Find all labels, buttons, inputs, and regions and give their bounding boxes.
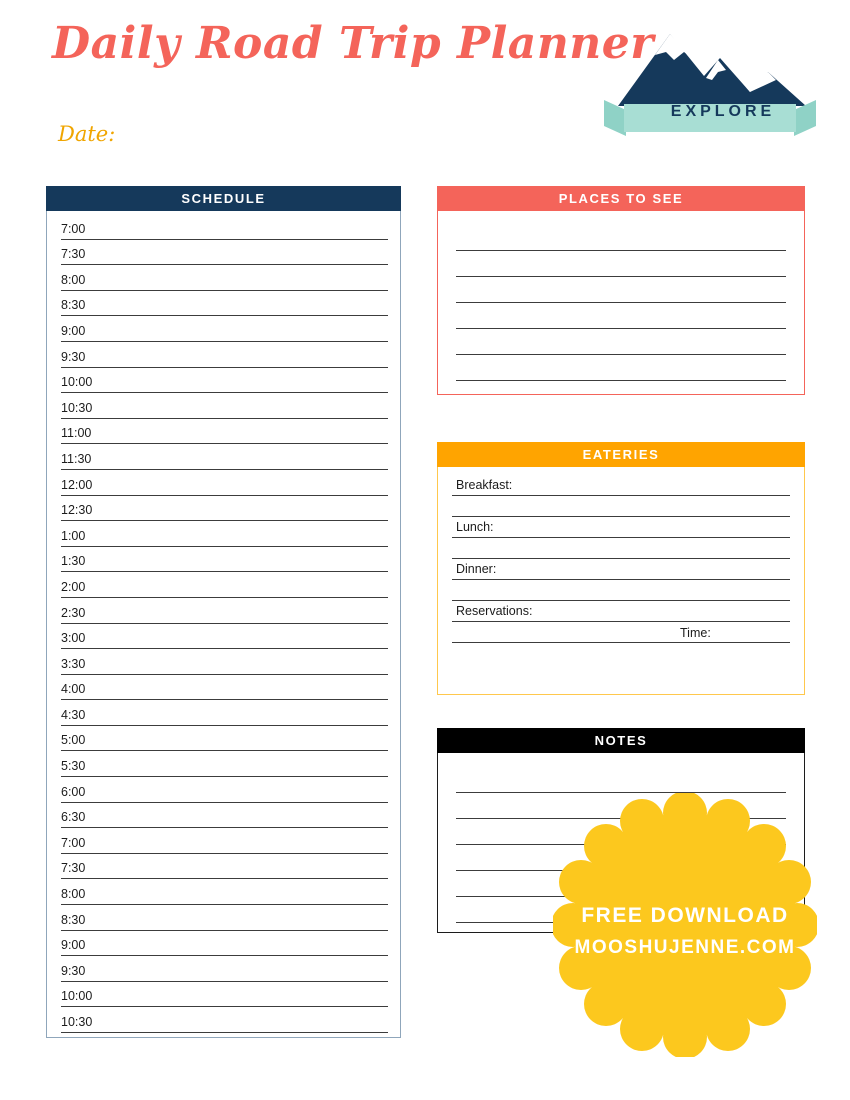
eateries-field-dinner bbox=[452, 559, 790, 601]
table-row[interactable] bbox=[61, 240, 388, 266]
eateries-panel bbox=[437, 442, 805, 695]
dinner-extra-line[interactable] bbox=[452, 580, 790, 601]
schedule-time: 4:30 bbox=[61, 707, 86, 722]
table-row[interactable] bbox=[61, 598, 388, 624]
list-item[interactable] bbox=[456, 355, 786, 381]
table-row[interactable] bbox=[61, 803, 388, 829]
schedule-time: 10:30 bbox=[61, 400, 93, 415]
list-item[interactable] bbox=[456, 251, 786, 277]
lunch-extra-line[interactable] bbox=[452, 538, 790, 559]
table-row[interactable] bbox=[61, 547, 388, 573]
date-label: Date: bbox=[58, 122, 116, 146]
schedule-time: 12:00 bbox=[61, 477, 93, 492]
breakfast-field[interactable] bbox=[452, 475, 790, 496]
table-row[interactable] bbox=[61, 956, 388, 982]
eateries-field-lunch bbox=[452, 517, 790, 559]
schedule-time: 3:30 bbox=[61, 656, 86, 671]
reservations-label: Reservations: bbox=[456, 604, 533, 618]
eateries-fields bbox=[437, 467, 805, 695]
schedule-time: 1:30 bbox=[61, 554, 86, 569]
schedule-time: 12:30 bbox=[61, 503, 93, 518]
table-row[interactable] bbox=[61, 444, 388, 470]
table-row[interactable] bbox=[61, 1007, 388, 1033]
table-row[interactable] bbox=[61, 214, 388, 240]
table-row[interactable] bbox=[61, 854, 388, 880]
table-row[interactable] bbox=[61, 905, 388, 931]
dinner-field[interactable] bbox=[452, 559, 790, 580]
badge-line-1: FREE DOWNLOAD bbox=[581, 904, 789, 927]
list-item[interactable] bbox=[456, 303, 786, 329]
schedule-time: 5:00 bbox=[61, 733, 86, 748]
schedule-time: 10:30 bbox=[61, 1015, 93, 1029]
eateries-field-reservations bbox=[452, 601, 790, 643]
schedule-time: 6:30 bbox=[61, 810, 86, 825]
table-row[interactable] bbox=[61, 879, 388, 905]
table-row[interactable] bbox=[61, 751, 388, 777]
table-row[interactable] bbox=[61, 624, 388, 650]
table-row[interactable] bbox=[61, 982, 388, 1008]
table-row[interactable] bbox=[61, 700, 388, 726]
schedule-time: 11:30 bbox=[61, 451, 92, 466]
places-to-see-heading: PLACES TO SEE bbox=[437, 186, 805, 211]
table-row[interactable] bbox=[61, 368, 388, 394]
mountain-logo-icon bbox=[600, 14, 820, 144]
table-row[interactable] bbox=[61, 931, 388, 957]
schedule-time: 3:00 bbox=[61, 631, 86, 646]
table-row[interactable] bbox=[61, 393, 388, 419]
table-row[interactable] bbox=[61, 777, 388, 803]
schedule-time: 2:00 bbox=[61, 579, 86, 594]
places-to-see-panel bbox=[437, 186, 805, 395]
breakfast-extra-line[interactable] bbox=[452, 496, 790, 517]
schedule-heading: SCHEDULE bbox=[46, 186, 401, 211]
schedule-time: 9:30 bbox=[61, 963, 86, 978]
schedule-time: 9:30 bbox=[61, 349, 86, 364]
table-row[interactable] bbox=[61, 572, 388, 598]
time-label: Time: bbox=[680, 626, 711, 640]
table-row[interactable] bbox=[61, 342, 388, 368]
schedule-time: 8:00 bbox=[61, 887, 86, 902]
places-to-see-lines bbox=[437, 211, 805, 395]
eateries-field-breakfast bbox=[452, 475, 790, 517]
list-item[interactable] bbox=[456, 329, 786, 355]
explore-ribbon-text: EXPLORE bbox=[670, 103, 776, 120]
list-item[interactable] bbox=[456, 767, 786, 793]
breakfast-label: Breakfast: bbox=[456, 478, 513, 492]
schedule-time: 8:30 bbox=[61, 912, 86, 927]
schedule-time: 7:00 bbox=[61, 221, 86, 236]
page-title: Daily Road Trip Planner bbox=[52, 18, 654, 69]
table-row[interactable] bbox=[61, 649, 388, 675]
table-row[interactable] bbox=[61, 726, 388, 752]
reservations-field[interactable] bbox=[452, 601, 790, 640]
list-item[interactable] bbox=[456, 225, 786, 251]
schedule-time: 1:00 bbox=[61, 528, 86, 543]
table-row[interactable] bbox=[61, 828, 388, 854]
eateries-heading: EATERIES bbox=[437, 442, 805, 467]
schedule-time: 9:00 bbox=[61, 323, 86, 338]
schedule-time: 8:30 bbox=[61, 298, 86, 313]
schedule-time: 6:00 bbox=[61, 784, 86, 799]
list-item[interactable] bbox=[456, 277, 786, 303]
schedule-time: 7:30 bbox=[61, 861, 86, 876]
schedule-time: 4:00 bbox=[61, 682, 86, 697]
table-row[interactable] bbox=[61, 419, 388, 445]
schedule-time: 11:00 bbox=[61, 426, 92, 441]
badge-line-2: MOOSHUJENNE.COM bbox=[574, 937, 796, 958]
table-row[interactable] bbox=[61, 496, 388, 522]
schedule-time: 10:00 bbox=[61, 989, 93, 1004]
lunch-label: Lunch: bbox=[456, 520, 494, 534]
table-row[interactable] bbox=[61, 521, 388, 547]
lunch-field[interactable] bbox=[452, 517, 790, 538]
schedule-time: 8:00 bbox=[61, 272, 86, 287]
schedule-panel bbox=[46, 186, 401, 1038]
schedule-time: 5:30 bbox=[61, 759, 86, 774]
notes-heading: NOTES bbox=[437, 728, 805, 753]
badge-text bbox=[553, 900, 817, 964]
schedule-time: 7:30 bbox=[61, 247, 86, 262]
table-row[interactable] bbox=[61, 470, 388, 496]
dinner-label: Dinner: bbox=[456, 562, 497, 576]
schedule-rows bbox=[46, 211, 401, 1038]
schedule-time: 10:00 bbox=[61, 375, 93, 390]
table-row[interactable] bbox=[61, 316, 388, 342]
schedule-time: 7:00 bbox=[61, 835, 86, 850]
table-row[interactable] bbox=[61, 291, 388, 317]
table-row[interactable] bbox=[61, 265, 388, 291]
table-row[interactable] bbox=[61, 675, 388, 701]
reservations-extra-line[interactable] bbox=[452, 622, 790, 643]
schedule-time: 9:00 bbox=[61, 938, 86, 953]
schedule-time: 2:30 bbox=[61, 605, 86, 620]
